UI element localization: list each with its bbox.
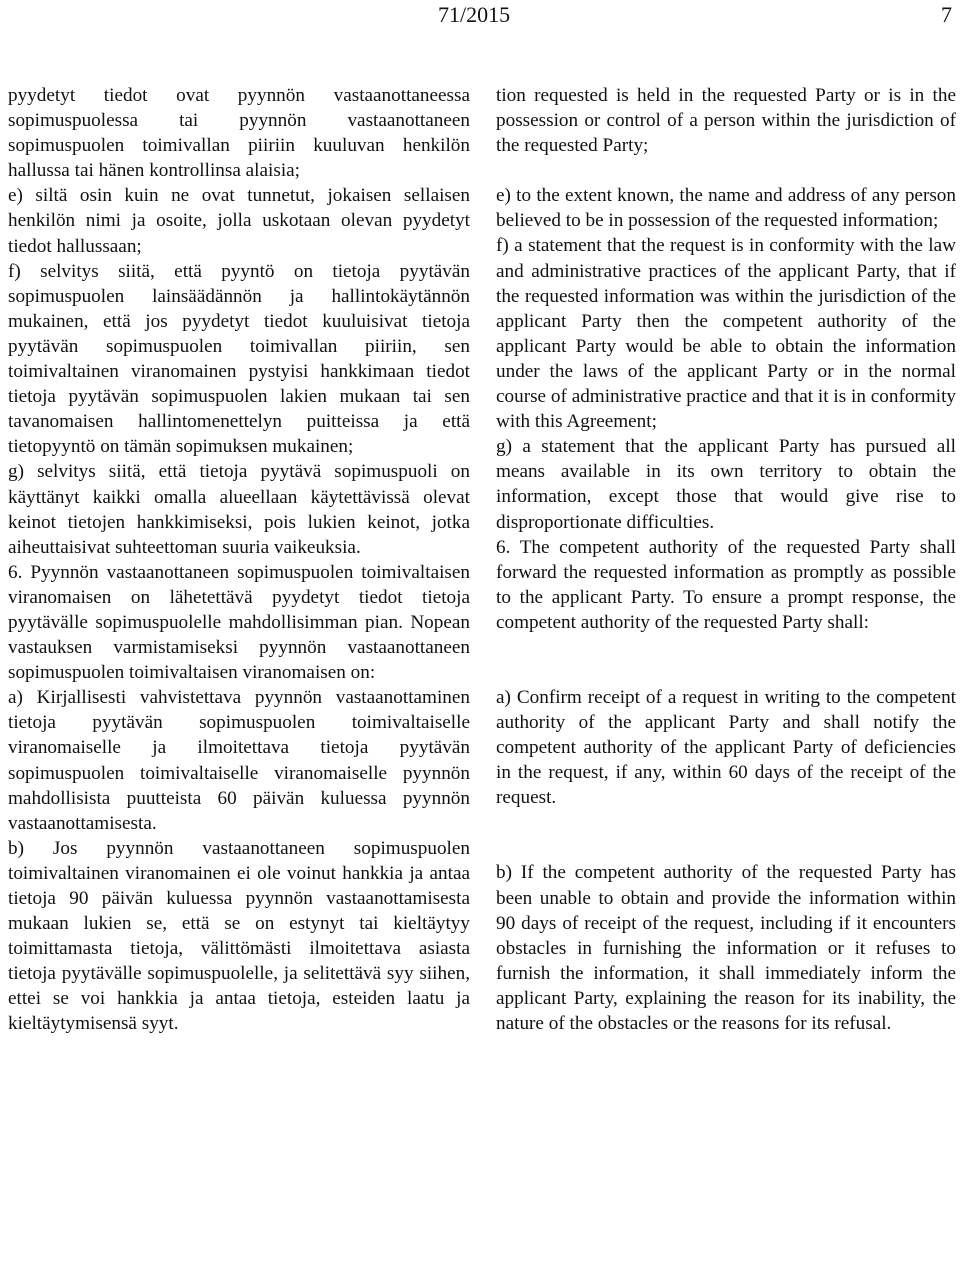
paragraph-en-g: g) a statement that the applicant Party has pursued all means available in its own territory to obtain the information, except those that would give rise to disproportionate difficulties. [496,436,956,533]
page-number: 7 [941,2,952,27]
finnish-column [8,83,470,1037]
page-header [0,2,960,32]
paragraph-en-6: 6. The competent authority of the requested Party shall forward the requested information as promptly as possible to the applicant Party. To ensure a prompt response, the competent authority of the requested Party shall: [496,536,956,633]
paragraph-fi-b: b) Jos pyynnön vastaanottaneen sopimuspuolen toimivaltainen viranomainen ei ole voinut hankkia ja antaa tietoja 90 päivän kuluessa pyynnön vastaanottamisesta mukaan lukien se, että se on estynyt tai kieltäytyy toimittamasta tietoja, välittömästi ilmoitettava asiasta tietoja pyytävälle sopimuspuolelle, ja selitettävä syy siihen, ettei se voi hankkia ja antaa tietoja, esteiden laatu ja kieltäytymisensä syyt. [8,837,470,1035]
paragraph-fi-f: f) selvitys siitä, että pyyntö on tietoja pyytävän sopimuspuolen lainsäädännön ja hallintokäytännön mukainen, että jos pyydetyt tiedot kuuluisivat tietoja pyytävän sopimuspuolen toimivallan piiriin, sen toimivaltainen viranomainen pystyisi hankkimaan tiedot tietoja pyytävän sopimuspuolen lakien mukaan tai sen tavanomaisen hallintomenettelyn puitteissa ja että tietopyyntö on tämän sopimuksen mukainen; [8,260,470,458]
paragraph-fi-1: pyydetyt tiedot ovat pyynnön vastaanottaneessa sopimuspuolessa tai pyynnön vastaanottaneen sopimuspuolen toimivallan piiriin kuuluvan henkilön hallussa tai hänen kontrollinsa alaisia; [8,85,470,182]
paragraph-fi-6: 6. Pyynnön vastaanottaneen sopimuspuolen toimivaltaisen viranomaisen on lähetettävä pyydetyt tiedot tietoja pyytävälle sopimuspuolelle mahdollisimman pian. Nopean vastauksen varmistamiseksi pyynnön vastaanottaneen sopimuspuolen toimivaltaisen viranomaisen on: [8,561,470,684]
paragraph-fi-g: g) selvitys siitä, että tietoja pyytävä sopimuspuoli on käyttänyt kaikki omalla alueellaan käytettävissä olevat keinot tietojen hankkimiseksi, pois lukien keinot, jotka aiheuttaisivat suhteettoman suuria vaikeuksia. [8,461,470,558]
english-column [496,83,956,1036]
paragraph-fi-e: e) siltä osin kuin ne ovat tunnetut, jokaisen sellaisen henkilön nimi ja osoite, jolla uskotaan olevan pyydetyt tiedot hallussaan; [8,185,470,257]
issue-number: 71/2015 [438,2,511,27]
paragraph-fi-a: a) Kirjallisesti vahvistettava pyynnön vastaanottaminen tietoja pyytävän sopimuspuolen toimivaltaiselle viranomaiselle ja ilmoitettava tietoja pyytävän sopimuspuolen toimivaltaiselle viranomaiselle pyynnön mahdollisista puutteista 60 päivän kuluessa pyynnön vastaanottamisesta. [8,687,470,834]
paragraph-en-e: e) to the extent known, the name and address of any person believed to be in possession of the requested information; [496,185,956,232]
paragraph-en-b: b) If the competent authority of the requested Party has been unable to obtain and provide the information within 90 days of receipt of the request, including if it encounters obstacles in furnishing the information or it refuses to furnish the information, it shall immediately inform the applicant Party, explaining the reason for its inability, the nature of the obstacles or the reasons for its refusal. [496,862,956,1034]
paragraph-en-a: a) Confirm receipt of a request in writing to the competent authority of the applicant Party and shall notify the competent authority of the applicant Party of deficiencies in the request, if any, within 60 days of the receipt of the request. [496,686,956,809]
paragraph-en-1: tion requested is held in the requested Party or is in the possession or control of a person within the jurisdiction of the requested Party; [496,85,956,157]
paragraph-en-f: f) a statement that the request is in conformity with the law and administrative practices of the applicant Party, that if the requested information was within the jurisdiction of the applicant Party then the competent authority of the applicant Party would be able to obtain the information under the laws of the applicant Party or in the normal course of administrative practice and that it is in conformity with this Agreement; [496,235,956,433]
